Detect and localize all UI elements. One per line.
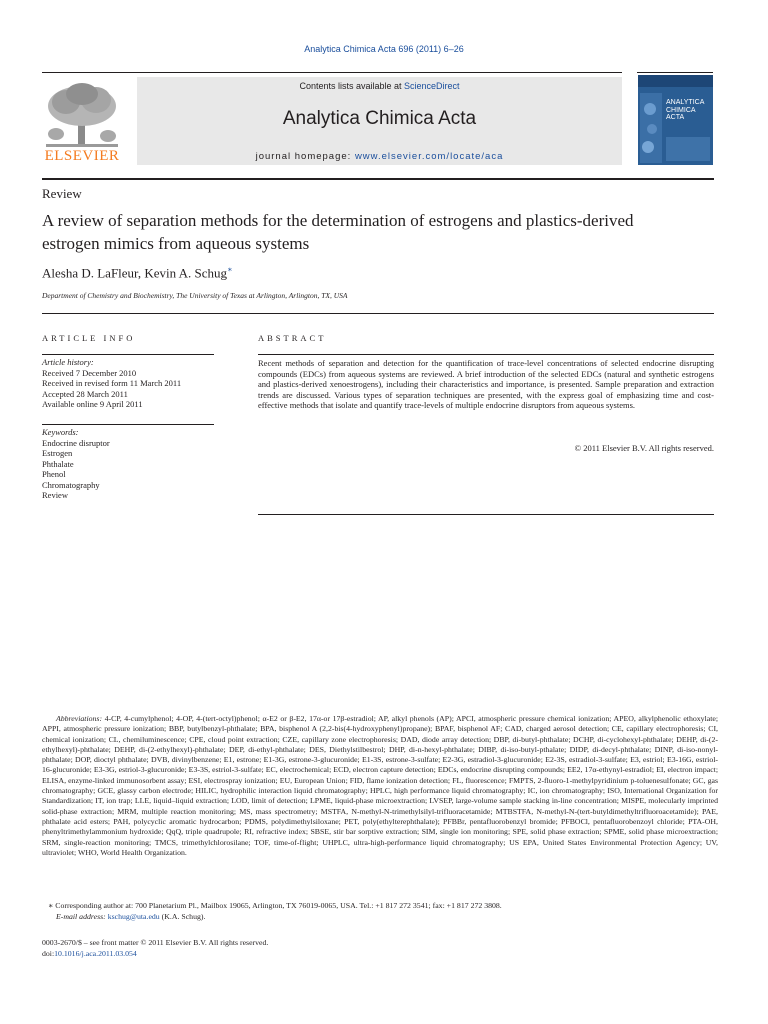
header-rule-bottom bbox=[42, 178, 714, 180]
copyright: © 2011 Elsevier B.V. All rights reserved. bbox=[574, 443, 714, 453]
corresponding-author-mark[interactable]: ∗ bbox=[227, 265, 233, 274]
abbreviations-text: 4-CP, 4-cumylphenol; 4-OP, 4-(tert-octyl)phenol; α-E2 or β-E2, 17α-or 17β-estradiol; AP, alkyl phenols (AP); APCI, atmospheric pressure chemical ionization; APEO, alkylphenolic ethoxylate; APPI, atmospheric pressure ionization; BBP, butylbenzyl-phthalate; BPA, bisphenol A (2,2-bis(4-hydroxyphenyl)propane); BPAF, bisphenol AF; CAD, charged aerosol detection; CE, capillary electrophoresis; CI, chemical ionization; CL, chemiluminescence; CPE, cloud point extraction; CZE, capillary zone electrophoresis; DAD, diode array detection; DBP, di-butyl-phthalate; DCHP, di-cyclohexyl-phthalate; DEHP, di-(2-ethylhexyl)-phthalate; DEHP, di-(2-ethylhexyl)-phthalate; DEP, di-ethyl-phthalate; DES, Diethylstilbestrol; DHP, di-n-hexyl-phthalate; DIBP, di-iso-butyl-pthalate; DIDP, di-decyl-phthalate; DINP, di-iso-nonyl-phthalate; DOP, dioctyl phthalate; DVB, divinylbenzene; E1, estrone; E1-3G, estrone-3-glucuronide; E1-3S, estrone-3-sulfate; E2-3G, estradiol-3-glucuronide; E2-3S, estradiol-3-sulfate; E3, estriol; E3-16G, estriol-16-glucuronide; E3-3G, estriol-3-glucuronide; E3-3S, estriol-3-sulfate; EC, electrochemical; ECD, electron capture detection; EDCs, endocrine disrupting compounds; EE2, 17α-ethynyl-estradiol; EI, electron impact; ELISA, enzyme-linked immunosorbent assay; ESI, electrospray ionization; EU, European Union; FID, flame ionization detection; FL, fluorescence; FMPTS, 2-fluoro-1-methylpyridinium p-toluenesulfonate; GC, gas chromatography; GCE, glassy carbon electrode; HILIC, hydrophilic interaction liquid chromatography; HPLC, high performance liquid chromatography; IC, ion chromatography; ISO, International Organization for Standardization; IT, ion trap; LLE, liquid–liquid extraction; LOD, limit of detection; LPME, liquid-phase microextraction; LVSEP, large-volume sample stacking in-line concentration; MISPE, molecularly imprinted solid-phase extraction; MRM, multiple reaction monitoring; MS, mass spectrometry; MSTFA, N-methyl-N-trimethylsilyl-trifluoracetamide; MTBSTFA, N-methyl-N-(tert-butyldimethyltrifluoroacetamide); PAE, phthalate acid esters; PAH, polycyclic aromatic hydrocarbon; PDMS, polydimethylsiloxane; PET, poly(ethylterephthalate); PFBBr, pentafluorobenzyl bromide; PFBOCl, pentafluorobenzoyl chloride; PTA-OH, phenyltrimethylammonium hydroxide; QqQ, triple quadrupole; RI, refractive index; SBSE, stir bar sorptive extraction; SIM, single ion monitoring; SPE, solid phase extraction; SPME, solid phase microextraction; SRM, single-reaction monitoring; TMCS, trimethylchlorosilane; TOF, time-of-flight; UHPLC, ultra-high-performance liquid chromatography; US EPA, United States Environmental Protection Agency; UV, ultraviolet; WHO, World Health Organization. bbox=[42, 714, 718, 857]
abstract-rule bbox=[258, 354, 714, 355]
homepage-link[interactable]: www.elsevier.com/locate/aca bbox=[354, 151, 504, 162]
journal-cover[interactable] bbox=[638, 75, 713, 165]
journal-reference[interactable]: Analytica Chimica Acta 696 (2011) 6–26 bbox=[304, 44, 464, 54]
cover-title-line1: ANALYTICA bbox=[666, 99, 705, 106]
header-rule-right bbox=[637, 72, 713, 73]
abstract-heading: ABSTRACT bbox=[258, 333, 327, 343]
email-footnote bbox=[56, 912, 716, 922]
email-label: E-mail address: bbox=[56, 912, 106, 921]
keyword: Chromatography bbox=[42, 479, 100, 490]
history-item: Available online 9 April 2011 bbox=[42, 399, 143, 409]
contents-prefix: Contents lists available at bbox=[299, 81, 405, 91]
elsevier-logo[interactable] bbox=[42, 80, 122, 168]
author-names[interactable]: Alesha D. LaFleur, Kevin A. Schug bbox=[42, 265, 228, 281]
keyword: Phthalate bbox=[42, 458, 74, 469]
history-item: Received in revised form 11 March 2011 bbox=[42, 378, 182, 388]
homepage-line bbox=[137, 151, 622, 162]
article-title: A review of separation methods for the determination of estrogens and plastics-derived estrogen mimics from aqueous systems bbox=[42, 211, 634, 253]
contents-line bbox=[137, 81, 622, 91]
keyword: Estrogen bbox=[42, 448, 73, 458]
abbreviations-footnote bbox=[42, 714, 718, 858]
email-link[interactable]: kschug@uta.edu bbox=[107, 912, 160, 921]
homepage-prefix: journal homepage: bbox=[255, 151, 355, 162]
doi-prefix: doi: bbox=[42, 949, 55, 958]
issn-line: 0003-2670/$ – see front matter © 2011 Elsevier B.V. All rights reserved. bbox=[42, 938, 269, 947]
publisher-wordmark: ELSEVIER bbox=[44, 148, 120, 164]
abbreviations-label: Abbreviations: bbox=[56, 714, 103, 723]
history-item: Accepted 28 March 2011 bbox=[42, 388, 128, 399]
doi-line bbox=[42, 949, 137, 958]
history-item: Received 7 December 2010 bbox=[42, 367, 137, 378]
journal-title: Analytica Chimica Acta bbox=[282, 108, 477, 129]
keywords-label: Keywords: bbox=[42, 427, 79, 437]
article-info-heading: ARTICLE INFO bbox=[42, 333, 136, 343]
keywords bbox=[42, 427, 214, 501]
authors bbox=[42, 265, 233, 281]
info-rule-2 bbox=[42, 424, 214, 425]
history-label: Article history: bbox=[42, 357, 94, 367]
email-suffix: (K.A. Schug). bbox=[159, 912, 206, 921]
article-history bbox=[42, 357, 214, 410]
doi-link[interactable]: 10.1016/j.aca.2011.03.054 bbox=[54, 949, 137, 958]
keyword: Endocrine disruptor bbox=[42, 437, 110, 448]
keyword: Phenol bbox=[42, 469, 66, 479]
keyword: Review bbox=[42, 490, 68, 500]
corresponding-author-footnote: ∗ Corresponding author at: 700 Planetarium Pl., Mailbox 19065, Arlington, TX 76019-0065, USA. Tel.: +1 817 272 3541; fax: +1 817 272 3808. bbox=[48, 901, 502, 910]
cover-title-line2: CHIMICA ACTA bbox=[666, 107, 696, 121]
affiliation: Department of Chemistry and Biochemistry, The University of Texas at Arlington, Arlington, TX, USA bbox=[42, 291, 348, 300]
abstract-rule-bottom bbox=[258, 514, 714, 515]
article-type: Review bbox=[42, 186, 82, 201]
abstract-text: Recent methods of separation and detection for the quantification of trace-level concentrations of selected endocrine disrupting compounds (EDCs) from aqueous systems are reviewed. A brief introduction of the selected EDCs (natural and synthetic estrogens and plastics-derived xenoestrogens), including their characteristics and importance, is presented. Sample preparation and extraction trends are discussed. Various types of separation techniques are presented, with the express goal of emphasizing time and cost-effective methods that isolate and quantify trace-levels of multiple endocrine disruptors from aqueous systems. bbox=[258, 358, 714, 410]
section-rule bbox=[42, 313, 714, 314]
info-rule bbox=[42, 354, 214, 355]
sciencedirect-link[interactable]: ScienceDirect bbox=[404, 81, 460, 91]
header-rule bbox=[42, 72, 622, 73]
